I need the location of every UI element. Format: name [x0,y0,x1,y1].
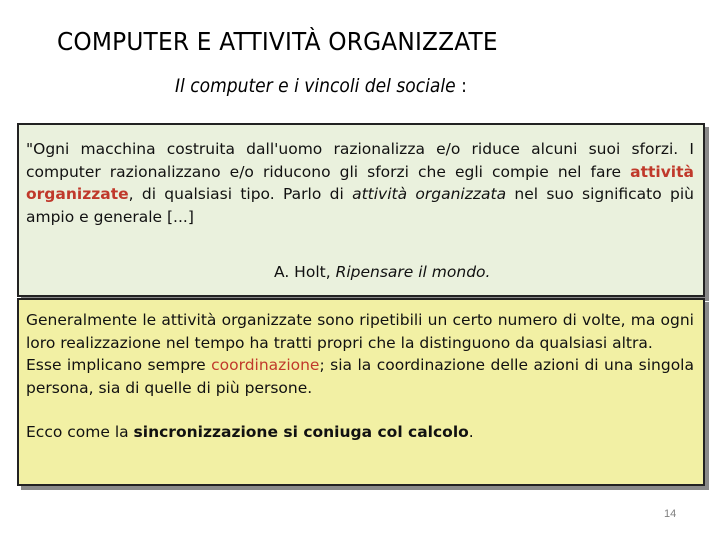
attribution-work: Ripensare il mondo. [335,263,491,281]
quote-part-1: "Ogni macchina costruita dall'uomo razionalizza e/o riduce alcuni suoi sforzi. I computer razionalizzano e/o riducono gli sforzi che egli compie nel fare [26,140,694,181]
explanation-p3-end: . [468,423,474,441]
sync-bold-phrase: sincronizzazione si coniuga col calcolo [133,423,469,441]
quote-highlight: attività organizzate [26,162,694,203]
quote-part-2: , di qualsiasi tipo. Parlo di [128,185,353,203]
subtitle-tail: : [455,75,467,97]
slide-title: COMPUTER E ATTIVITÀ ORGANIZZATE [57,27,498,56]
quote-italic: attività organizzata [352,185,507,203]
quote-box [17,123,705,297]
subtitle-italic: Il computer e i vincoli del sociale [175,75,456,97]
explanation-p2-end: ; sia la coordinazione delle azioni di una singola persona, sia di quelle di più persone. [26,356,694,397]
attribution-author: A. Holt, [274,263,336,281]
explanation-paragraph-2 [26,354,694,399]
page-number: 14 [664,508,677,520]
explanation-box [17,298,705,486]
explanation-text [26,309,694,444]
quote-part-3: nel suo significato più ampio e generale [...] [26,185,695,226]
coordination-highlight: coordinazione [211,356,320,374]
explanation-paragraph-3 [26,421,694,444]
slide-subtitle [175,75,467,97]
quote-attribution [274,263,490,281]
quote-text [26,138,694,228]
explanation-paragraph-1: Generalmente le attività organizzate sono ripetibili un certo numero di volte, ma ogni loro realizzazione nel tempo ha tratti propri che la distinguono da qualsiasi altra. [26,311,694,352]
explanation-p2-start: Esse implicano sempre [26,356,212,374]
explanation-p3-start: Ecco come la [26,423,134,441]
